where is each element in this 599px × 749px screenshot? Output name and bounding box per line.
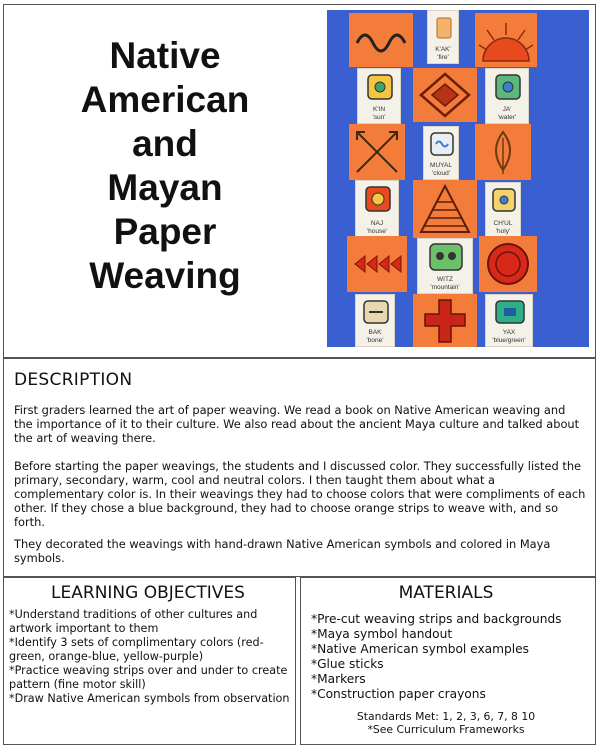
caption-english: 'blue/green' (492, 336, 526, 344)
caption-english: 'mountain' (430, 283, 460, 291)
title-line: Native (109, 35, 221, 76)
caption-maya: K'AK' (435, 46, 451, 53)
learning-objectives-heading: LEARNING OBJECTIVES (51, 583, 245, 603)
caption-maya: CH'UL (493, 220, 513, 227)
material-item: *Native American symbol examples (311, 642, 529, 656)
maya-blue-green-tile (485, 294, 533, 347)
sun-glyph-icon (358, 72, 402, 106)
description-paragraph: Before starting the paper weavings, the students and I discussed color. They successfully listed the primary, secondary, warm, cool and neutral colors. I then taught them about what a complementary color is. In their weavings they had to choose colors that were compliments of each other. If they chose a blue background, they had to choose orange strips to weave with, and so forth. (14, 459, 586, 529)
cross-icon (413, 294, 477, 347)
diamond-symbol-tile (413, 68, 477, 122)
title-line: Mayan (107, 167, 223, 208)
leaf-icon (475, 124, 531, 180)
materials-list (311, 612, 591, 702)
maya-fire-tile (427, 10, 459, 64)
materials-heading: MATERIALS (398, 583, 494, 603)
cloud-glyph-icon (424, 130, 460, 160)
title-line: and (132, 123, 198, 164)
description-heading: DESCRIPTION (14, 370, 133, 390)
shield-symbol-tile (479, 236, 537, 292)
crossed-arrows-tile (349, 124, 405, 180)
maya-sun-tile (357, 68, 401, 124)
maya-water-tile (485, 68, 529, 124)
learning-objectives-list (9, 608, 297, 706)
zigzag-arrow-tile (347, 236, 407, 292)
wave-symbol-tile (349, 13, 413, 67)
caption-maya: JA' (502, 106, 512, 113)
sunrise-icon (475, 13, 537, 67)
bone-glyph-icon (356, 298, 396, 328)
maya-house-tile (355, 180, 399, 238)
caption-maya: YAX (502, 329, 516, 336)
standards-met: Standards Met: 1, 2, 3, 6, 7, 8 10 (356, 710, 536, 723)
caption-maya: BAK (368, 329, 382, 336)
maya-bone-tile (355, 294, 395, 347)
description-paragraph: First graders learned the art of paper weaving. We read a book on Native American weaving and the importance of it to their culture. We also read about the ancient Maya culture and talked about the art of weaving there. (14, 403, 580, 445)
wave-icon (349, 13, 413, 67)
caption-english: 'holy' (495, 227, 511, 235)
caption-english: 'water' (497, 113, 517, 121)
diamond-icon (413, 68, 477, 122)
feather-arrow-icon (347, 236, 407, 292)
objective-item: *Identify 3 sets of complimentary colors (red-green, orange-blue, yellow-purple) (9, 636, 264, 663)
caption-maya: WITZ (437, 276, 453, 283)
maya-cloud-tile (423, 126, 459, 180)
triangle-symbol-tile (413, 180, 477, 238)
title-line: Weaving (89, 255, 241, 296)
description-paragraph: They decorated the weavings with hand-drawn Native American symbols and colored in Maya symbols. (14, 537, 551, 565)
objective-item: *Draw Native American symbols from observation (9, 692, 290, 705)
caption-maya: NAJ (370, 220, 384, 227)
title-line: Paper (113, 211, 217, 252)
page-title (40, 34, 290, 298)
objective-item: *Practice weaving strips over and under to create pattern (fine motor skill) (9, 664, 288, 691)
blue-green-glyph-icon (486, 298, 534, 328)
curriculum-frameworks-note: *See Curriculum Frameworks (367, 723, 525, 736)
sunrise-symbol-tile (475, 13, 537, 67)
weaving-photo (327, 10, 589, 347)
title-line: American (80, 79, 250, 120)
holy-glyph-icon (486, 186, 522, 216)
caption-english: 'sun' (372, 113, 386, 121)
caption-maya: MUYAL (430, 162, 452, 169)
objective-item: *Understand traditions of other cultures and artwork important to them (9, 608, 258, 635)
caption-english: 'fire' (437, 53, 449, 61)
standards-note (300, 710, 592, 736)
material-item: *Glue sticks (311, 657, 384, 671)
maya-mountain-tile (417, 238, 473, 294)
water-glyph-icon (486, 72, 530, 106)
crossed-arrows-icon (349, 124, 405, 180)
caption-english: 'bone' (366, 336, 384, 344)
shield-circle-icon (479, 236, 537, 292)
material-item: *Markers (311, 672, 366, 686)
material-item: *Pre-cut weaving strips and backgrounds (311, 612, 562, 626)
material-item: *Construction paper crayons (311, 687, 486, 701)
caption-maya: K'IN (372, 106, 386, 113)
maya-holy-tile (485, 182, 521, 238)
mountain-glyph-icon (418, 242, 474, 276)
triangle-icon (413, 180, 477, 238)
house-glyph-icon (356, 184, 400, 218)
caption-english: 'house' (366, 227, 388, 235)
material-item: *Maya symbol handout (311, 627, 453, 641)
fire-glyph-icon (428, 14, 460, 44)
cross-symbol-tile (413, 294, 477, 347)
leaf-symbol-tile (475, 124, 531, 180)
caption-english: 'cloud' (431, 169, 451, 177)
